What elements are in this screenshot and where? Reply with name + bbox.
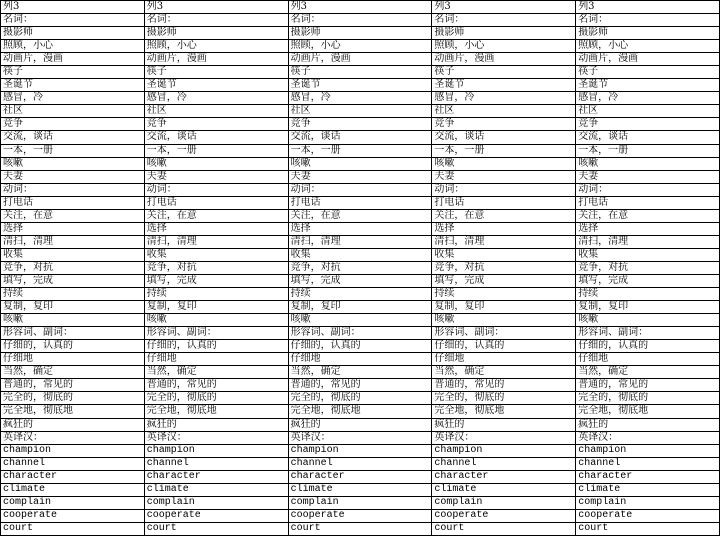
- table-cell[interactable]: 关注，在意: [1, 209, 145, 222]
- table-cell[interactable]: 照顾，小心: [288, 40, 432, 53]
- table-cell[interactable]: 交流，谈话: [288, 131, 432, 144]
- table-row: [1, 53, 720, 66]
- table-cell[interactable]: cooperate: [576, 509, 720, 522]
- table-cell[interactable]: 完全地，彻底地: [432, 405, 576, 418]
- table-cell[interactable]: 感冒，冷: [144, 92, 288, 105]
- table-cell[interactable]: 交流，谈话: [144, 131, 288, 144]
- table-cell[interactable]: 完全地，彻底地: [288, 405, 432, 418]
- table-cell[interactable]: 英译汉：: [432, 431, 576, 444]
- table-cell[interactable]: 圣诞节: [576, 79, 720, 92]
- table-cell[interactable]: 社区: [288, 105, 432, 118]
- table-cell[interactable]: 圣诞节: [1, 79, 145, 92]
- table-cell[interactable]: 复制，复印: [288, 301, 432, 314]
- table-cell[interactable]: 感冒，冷: [1, 92, 145, 105]
- table-cell[interactable]: 社区: [576, 105, 720, 118]
- table-row: [1, 14, 720, 27]
- table-row: [1, 105, 720, 118]
- table-cell[interactable]: 动词：: [144, 183, 288, 196]
- table-cell[interactable]: 圣诞节: [288, 79, 432, 92]
- table-cell[interactable]: 动词：: [576, 183, 720, 196]
- table-cell[interactable]: character: [144, 470, 288, 483]
- table-cell[interactable]: 仔细地: [288, 353, 432, 366]
- table-row: [1, 196, 720, 209]
- table-cell[interactable]: character: [288, 470, 432, 483]
- table-row: [1, 40, 720, 53]
- table-cell[interactable]: cooperate: [1, 509, 145, 522]
- table-cell[interactable]: 动词：: [432, 183, 576, 196]
- table-cell[interactable]: 普通的，常见的: [1, 379, 145, 392]
- table-cell[interactable]: character: [576, 470, 720, 483]
- table-cell[interactable]: 疯狂的: [144, 418, 288, 431]
- table-cell[interactable]: 填写，完成: [288, 274, 432, 287]
- table-cell[interactable]: 英译汉：: [576, 431, 720, 444]
- table-cell[interactable]: champion: [288, 444, 432, 457]
- table-cell[interactable]: 持续: [1, 288, 145, 301]
- table-cell[interactable]: 完全地，彻底地: [144, 405, 288, 418]
- table-cell[interactable]: 竞争: [144, 118, 288, 131]
- table-cell[interactable]: climate: [288, 483, 432, 496]
- table-cell[interactable]: 关注，在意: [432, 209, 576, 222]
- table-cell[interactable]: 仔细地: [576, 353, 720, 366]
- table-cell[interactable]: cooperate: [144, 509, 288, 522]
- table-cell[interactable]: 清扫，清理: [144, 235, 288, 248]
- table-row: [1, 496, 720, 509]
- table-cell[interactable]: 形容词、副词：: [432, 327, 576, 340]
- table-cell[interactable]: 普通的，常见的: [144, 379, 288, 392]
- header-row: [1, 1, 720, 14]
- table-row: [1, 288, 720, 301]
- table-cell[interactable]: 筷子: [576, 66, 720, 79]
- table-cell[interactable]: 仔细的，认真的: [144, 340, 288, 353]
- table-cell[interactable]: 形容词、副词：: [1, 327, 145, 340]
- table-cell[interactable]: court: [144, 522, 288, 535]
- table-cell[interactable]: complain: [576, 496, 720, 509]
- table-cell[interactable]: 一本，一册: [576, 144, 720, 157]
- table-row: [1, 66, 720, 79]
- header-cell[interactable]: 列3: [144, 1, 288, 14]
- table-cell[interactable]: 动画片，漫画: [144, 53, 288, 66]
- table-cell[interactable]: 动词：: [288, 183, 432, 196]
- table-cell[interactable]: 当然，确定: [144, 366, 288, 379]
- table-cell[interactable]: climate: [576, 483, 720, 496]
- table-cell[interactable]: 仔细地: [432, 353, 576, 366]
- table-cell[interactable]: 完全的，彻底的: [1, 392, 145, 405]
- table-cell[interactable]: climate: [1, 483, 145, 496]
- table-cell[interactable]: 清扫，清理: [576, 235, 720, 248]
- table-cell[interactable]: 夫妻: [144, 170, 288, 183]
- table-cell[interactable]: court: [288, 522, 432, 535]
- table-row: [1, 157, 720, 170]
- table-cell[interactable]: channel: [144, 457, 288, 470]
- table-cell[interactable]: 收集: [288, 248, 432, 261]
- table-row: [1, 405, 720, 418]
- table-cell[interactable]: 收集: [432, 248, 576, 261]
- table-cell[interactable]: 摄影师: [1, 27, 145, 40]
- table-cell[interactable]: 名词：: [1, 14, 145, 27]
- table-cell[interactable]: 填写，完成: [432, 274, 576, 287]
- table-cell[interactable]: 形容词、副词：: [288, 327, 432, 340]
- table-cell[interactable]: 仔细的，认真的: [576, 340, 720, 353]
- table-row: [1, 327, 720, 340]
- table-cell[interactable]: court: [1, 522, 145, 535]
- table-cell[interactable]: 一本，一册: [432, 144, 576, 157]
- table-cell[interactable]: 咳嗽: [1, 157, 145, 170]
- table-cell[interactable]: 完全地，彻底地: [576, 405, 720, 418]
- table-cell[interactable]: champion: [432, 444, 576, 457]
- table-cell[interactable]: 普通的，常见的: [432, 379, 576, 392]
- table-cell[interactable]: 交流，谈话: [576, 131, 720, 144]
- table-cell[interactable]: 一本，一册: [288, 144, 432, 157]
- table-cell[interactable]: court: [432, 522, 576, 535]
- table-cell[interactable]: 摄影师: [288, 27, 432, 40]
- table-cell[interactable]: 咳嗽: [576, 314, 720, 327]
- table-cell[interactable]: 照顾，小心: [432, 40, 576, 53]
- table-cell[interactable]: channel: [1, 457, 145, 470]
- table-cell[interactable]: 动画片，漫画: [1, 53, 145, 66]
- table-cell[interactable]: 夫妻: [1, 170, 145, 183]
- table-cell[interactable]: channel: [576, 457, 720, 470]
- table-cell[interactable]: 仔细的，认真的: [1, 340, 145, 353]
- table-cell[interactable]: 咳嗽: [576, 157, 720, 170]
- table-cell[interactable]: 动画片，漫画: [576, 53, 720, 66]
- table-cell[interactable]: 关注，在意: [144, 209, 288, 222]
- table-cell[interactable]: 当然，确定: [432, 366, 576, 379]
- table-cell[interactable]: complain: [432, 496, 576, 509]
- table-cell[interactable]: 选择: [144, 222, 288, 235]
- table-row: [1, 209, 720, 222]
- table-cell[interactable]: 关注，在意: [288, 209, 432, 222]
- table-cell[interactable]: 完全的，彻底的: [144, 392, 288, 405]
- table-cell[interactable]: 形容词、副词：: [576, 327, 720, 340]
- table-cell[interactable]: 选择: [432, 222, 576, 235]
- table-cell[interactable]: 一本，一册: [144, 144, 288, 157]
- table-cell[interactable]: 竞争，对抗: [576, 261, 720, 274]
- table-cell[interactable]: 选择: [288, 222, 432, 235]
- table-cell[interactable]: 夫妻: [288, 170, 432, 183]
- table-cell[interactable]: 打电话: [144, 196, 288, 209]
- table-cell[interactable]: 圣诞节: [144, 79, 288, 92]
- table-cell[interactable]: 英译汉：: [288, 431, 432, 444]
- table-cell[interactable]: 竞争: [288, 118, 432, 131]
- table-row: [1, 470, 720, 483]
- table-row: [1, 274, 720, 287]
- table-row: [1, 353, 720, 366]
- table-cell[interactable]: 清扫，清理: [288, 235, 432, 248]
- table-cell[interactable]: 填写，完成: [144, 274, 288, 287]
- table-row: [1, 170, 720, 183]
- table-cell[interactable]: 照顾，小心: [576, 40, 720, 53]
- table-cell[interactable]: 动画片，漫画: [288, 53, 432, 66]
- table-row: [1, 79, 720, 92]
- table-cell[interactable]: 名词：: [576, 14, 720, 27]
- table-cell[interactable]: 选择: [576, 222, 720, 235]
- table-row: [1, 144, 720, 157]
- table-row: [1, 418, 720, 431]
- table-cell[interactable]: 形容词、副词：: [144, 327, 288, 340]
- table-row: [1, 483, 720, 496]
- table-cell[interactable]: 完全的，彻底的: [432, 392, 576, 405]
- table-cell[interactable]: 打电话: [432, 196, 576, 209]
- table-cell[interactable]: 当然，确定: [288, 366, 432, 379]
- table-row: [1, 261, 720, 274]
- table-cell[interactable]: 关注，在意: [576, 209, 720, 222]
- table-cell[interactable]: 复制，复印: [1, 301, 145, 314]
- table-cell[interactable]: 清扫，清理: [432, 235, 576, 248]
- table-cell[interactable]: climate: [144, 483, 288, 496]
- table-cell[interactable]: 筷子: [1, 66, 145, 79]
- table-body: [1, 1, 720, 536]
- table-cell[interactable]: 筷子: [288, 66, 432, 79]
- table-cell[interactable]: 夫妻: [432, 170, 576, 183]
- table-cell[interactable]: 交流，谈话: [432, 131, 576, 144]
- table-cell[interactable]: 英译汉：: [144, 431, 288, 444]
- table-cell[interactable]: 感冒，冷: [576, 92, 720, 105]
- table-cell[interactable]: 动画片，漫画: [432, 53, 576, 66]
- table-cell[interactable]: 完全地，彻底地: [1, 405, 145, 418]
- table-cell[interactable]: 持续: [576, 288, 720, 301]
- table-cell[interactable]: 填写，完成: [576, 274, 720, 287]
- table-row: [1, 118, 720, 131]
- table-row: [1, 509, 720, 522]
- table-cell[interactable]: 仔细地: [1, 353, 145, 366]
- header-cell[interactable]: 列3: [1, 1, 145, 14]
- table-cell[interactable]: 疯狂的: [576, 418, 720, 431]
- table-cell[interactable]: 名词：: [144, 14, 288, 27]
- table-row: [1, 183, 720, 196]
- table-cell[interactable]: 竞争: [576, 118, 720, 131]
- table-cell[interactable]: 清扫，清理: [1, 235, 145, 248]
- table-row: [1, 222, 720, 235]
- table-cell[interactable]: 竞争，对抗: [432, 261, 576, 274]
- table-cell[interactable]: 交流，谈话: [1, 131, 145, 144]
- table-cell[interactable]: 感冒，冷: [288, 92, 432, 105]
- table-cell[interactable]: 摄影师: [432, 27, 576, 40]
- table-cell[interactable]: 一本，一册: [1, 144, 145, 157]
- table-cell[interactable]: 竞争，对抗: [144, 261, 288, 274]
- table-cell[interactable]: 竞争: [432, 118, 576, 131]
- table-cell[interactable]: 竞争，对抗: [1, 261, 145, 274]
- table-cell[interactable]: 选择: [1, 222, 145, 235]
- table-cell[interactable]: 当然，确定: [1, 366, 145, 379]
- table-cell[interactable]: 夫妻: [576, 170, 720, 183]
- table-cell[interactable]: 收集: [1, 248, 145, 261]
- table-cell[interactable]: 咳嗽: [288, 157, 432, 170]
- table-row: [1, 131, 720, 144]
- table-cell[interactable]: 打电话: [576, 196, 720, 209]
- table-cell[interactable]: complain: [288, 496, 432, 509]
- table-cell[interactable]: 持续: [288, 288, 432, 301]
- table-cell[interactable]: 复制，复印: [432, 301, 576, 314]
- header-cell[interactable]: 列3: [576, 1, 720, 14]
- table-cell[interactable]: 疯狂的: [432, 418, 576, 431]
- table-cell[interactable]: 筷子: [432, 66, 576, 79]
- table-cell[interactable]: 收集: [576, 248, 720, 261]
- table-cell[interactable]: 社区: [432, 105, 576, 118]
- table-cell[interactable]: 咳嗽: [144, 314, 288, 327]
- table-cell[interactable]: 社区: [144, 105, 288, 118]
- table-row: [1, 444, 720, 457]
- table-row: [1, 431, 720, 444]
- table-cell[interactable]: cooperate: [288, 509, 432, 522]
- table-row: [1, 366, 720, 379]
- table-cell[interactable]: complain: [144, 496, 288, 509]
- table-cell[interactable]: 摄影师: [144, 27, 288, 40]
- table-row: [1, 235, 720, 248]
- table-row: [1, 301, 720, 314]
- table-cell[interactable]: 竞争，对抗: [288, 261, 432, 274]
- header-cell[interactable]: 列3: [288, 1, 432, 14]
- table-cell[interactable]: court: [576, 522, 720, 535]
- table-cell[interactable]: 填写，完成: [1, 274, 145, 287]
- table-cell[interactable]: 完全的，彻底的: [576, 392, 720, 405]
- table-row: [1, 92, 720, 105]
- table-cell[interactable]: 打电话: [288, 196, 432, 209]
- table-cell[interactable]: 竞争: [1, 118, 145, 131]
- table-cell[interactable]: 疯狂的: [1, 418, 145, 431]
- table-cell[interactable]: 打电话: [1, 196, 145, 209]
- table-row: [1, 379, 720, 392]
- table-cell[interactable]: 持续: [432, 288, 576, 301]
- table-cell[interactable]: 名词：: [432, 14, 576, 27]
- table-cell[interactable]: 照顾，小心: [144, 40, 288, 53]
- table-cell[interactable]: 持续: [144, 288, 288, 301]
- table-cell[interactable]: 当然，确定: [576, 366, 720, 379]
- table-cell[interactable]: complain: [1, 496, 145, 509]
- table-cell[interactable]: 咳嗽: [1, 314, 145, 327]
- table-cell[interactable]: 咳嗽: [144, 157, 288, 170]
- table-cell[interactable]: 仔细的，认真的: [288, 340, 432, 353]
- table-cell[interactable]: 筷子: [144, 66, 288, 79]
- table-cell[interactable]: climate: [432, 483, 576, 496]
- table-cell[interactable]: 圣诞节: [432, 79, 576, 92]
- table-cell[interactable]: 咳嗽: [288, 314, 432, 327]
- table-row: [1, 314, 720, 327]
- table-cell[interactable]: 收集: [144, 248, 288, 261]
- table-row: [1, 392, 720, 405]
- table-cell[interactable]: 完全的，彻底的: [288, 392, 432, 405]
- table-cell[interactable]: 普通的，常见的: [576, 379, 720, 392]
- table-cell[interactable]: 感冒，冷: [432, 92, 576, 105]
- table-row: [1, 457, 720, 470]
- table-cell[interactable]: 仔细地: [144, 353, 288, 366]
- table-row: [1, 340, 720, 353]
- table-cell[interactable]: 普通的，常见的: [288, 379, 432, 392]
- table-cell[interactable]: 复制，复印: [144, 301, 288, 314]
- table-cell[interactable]: 咳嗽: [432, 314, 576, 327]
- table-cell[interactable]: 社区: [1, 105, 145, 118]
- table-cell[interactable]: character: [1, 470, 145, 483]
- table-row: [1, 27, 720, 40]
- table-cell[interactable]: character: [432, 470, 576, 483]
- table-cell[interactable]: 仔细的，认真的: [432, 340, 576, 353]
- table-cell[interactable]: 咳嗽: [432, 157, 576, 170]
- table-row: [1, 522, 720, 535]
- table-cell[interactable]: 名词：: [288, 14, 432, 27]
- table-cell[interactable]: champion: [576, 444, 720, 457]
- table-cell[interactable]: cooperate: [432, 509, 576, 522]
- table-cell[interactable]: 复制，复印: [576, 301, 720, 314]
- table-cell[interactable]: champion: [1, 444, 145, 457]
- table-cell[interactable]: 照顾，小心: [1, 40, 145, 53]
- table-cell[interactable]: champion: [144, 444, 288, 457]
- header-cell[interactable]: 列3: [432, 1, 576, 14]
- table-row: [1, 248, 720, 261]
- table-cell[interactable]: channel: [288, 457, 432, 470]
- table-cell[interactable]: 英译汉：: [1, 431, 145, 444]
- table-cell[interactable]: channel: [432, 457, 576, 470]
- table-cell[interactable]: 疯狂的: [288, 418, 432, 431]
- table-cell[interactable]: 动词：: [1, 183, 145, 196]
- table-cell[interactable]: 摄影师: [576, 27, 720, 40]
